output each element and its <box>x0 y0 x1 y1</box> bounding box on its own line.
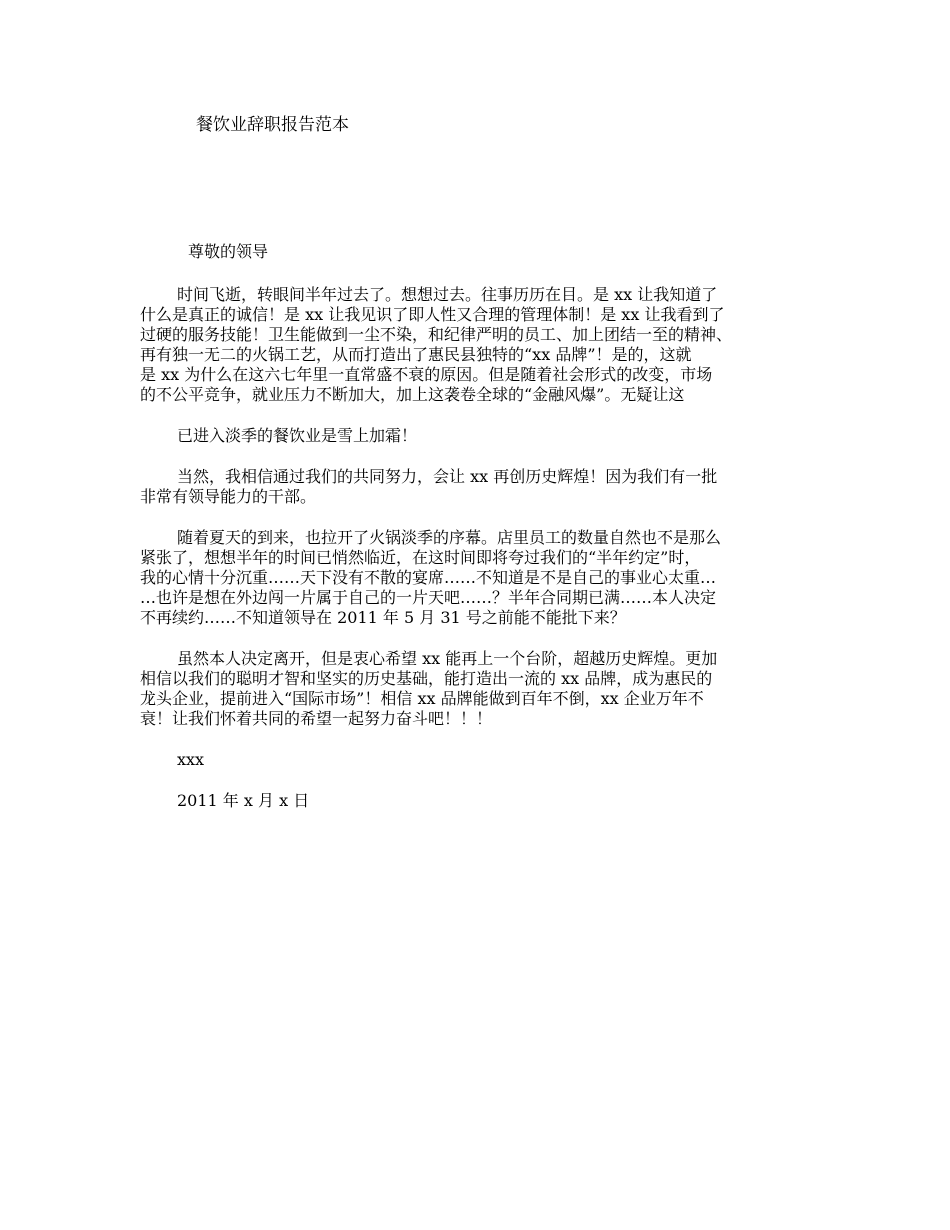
paragraph-line: 虽然本人决定离开，但是衷心希望 xx 能再上一个台阶，超越历史辉煌。更加 <box>177 649 718 668</box>
paragraph-line: …也许是想在外边闯一片属于自己的一片天吧……？半年合同期已满……本人决定 <box>140 588 717 607</box>
salutation: 尊敬的领导 <box>188 242 269 261</box>
paragraph-line: 不再续约……不知道领导在 2011 年 5 月 31 号之前能不能批下来？ <box>140 608 626 627</box>
paragraph-line: 时间飞逝，转眼间半年过去了。想想过去。往事历历在目。是 xx 让我知道了 <box>177 285 718 304</box>
paragraph-line: 是 xx 为什么在这六七年里一直常盛不衰的原因。但是随着社会形式的改变，市场 <box>140 365 713 384</box>
paragraph-line: 再有独一无二的火锅工艺，从而打造出了惠民县独特的“xx 品牌”！是的，这就 <box>140 345 692 364</box>
letter-date: 2011 年 x 月 x 日 <box>177 791 310 810</box>
paragraph <box>140 467 830 507</box>
paragraph <box>140 528 830 628</box>
paragraph <box>140 285 830 405</box>
paragraph-line: 随着夏天的到来，也拉开了火锅淡季的序幕。店里员工的数量自然也不是那么 <box>177 528 722 547</box>
paragraph-line: 龙头企业，提前进入“国际市场”！相信 xx 品牌能做到百年不倒，xx 企业万年不 <box>140 689 704 708</box>
paragraph-line: 非常有领导能力的干部。 <box>140 487 317 506</box>
paragraph-line: 当然，我相信通过我们的共同努力，会让 xx 再创历史辉煌！因为我们有一批 <box>177 467 718 486</box>
paragraph-line: 相信以我们的聪明才智和坚实的历史基础，能打造出一流的 xx 品牌，成为惠民的 <box>140 669 713 688</box>
paragraph-line: 我的心情十分沉重……天下没有不散的宴席……不知道是不是自己的事业心太重… <box>140 568 717 587</box>
document-title: 餐饮业辞职报告范本 <box>196 115 349 135</box>
paragraph <box>140 649 830 729</box>
paragraph-line: 紧张了，想想半年的时间已悄然临近，在这时间即将夸过我们的“半年约定”时， <box>140 548 701 567</box>
paragraph-line: 已进入淡季的餐饮业是雪上加霜！ <box>177 426 418 445</box>
letter-body <box>140 285 830 811</box>
paragraph-line: 什么是真正的诚信！是 xx 让我见识了即人性又合理的管理体制！是 xx 让我看到了 <box>140 305 725 324</box>
paragraph-line: 过硬的服务技能！卫生能做到一尘不染，和纪律严明的员工、加上团结一至的精神、 <box>140 325 733 344</box>
paragraph-line: 衰！让我们怀着共同的希望一起努力奋斗吧！！！ <box>140 709 493 728</box>
paragraph-line: 的不公平竞争，就业压力不断加大，加上这袭卷全球的“金融风爆”。无疑让这 <box>140 385 685 404</box>
paragraph <box>140 426 830 446</box>
signature: xxx <box>177 750 205 769</box>
